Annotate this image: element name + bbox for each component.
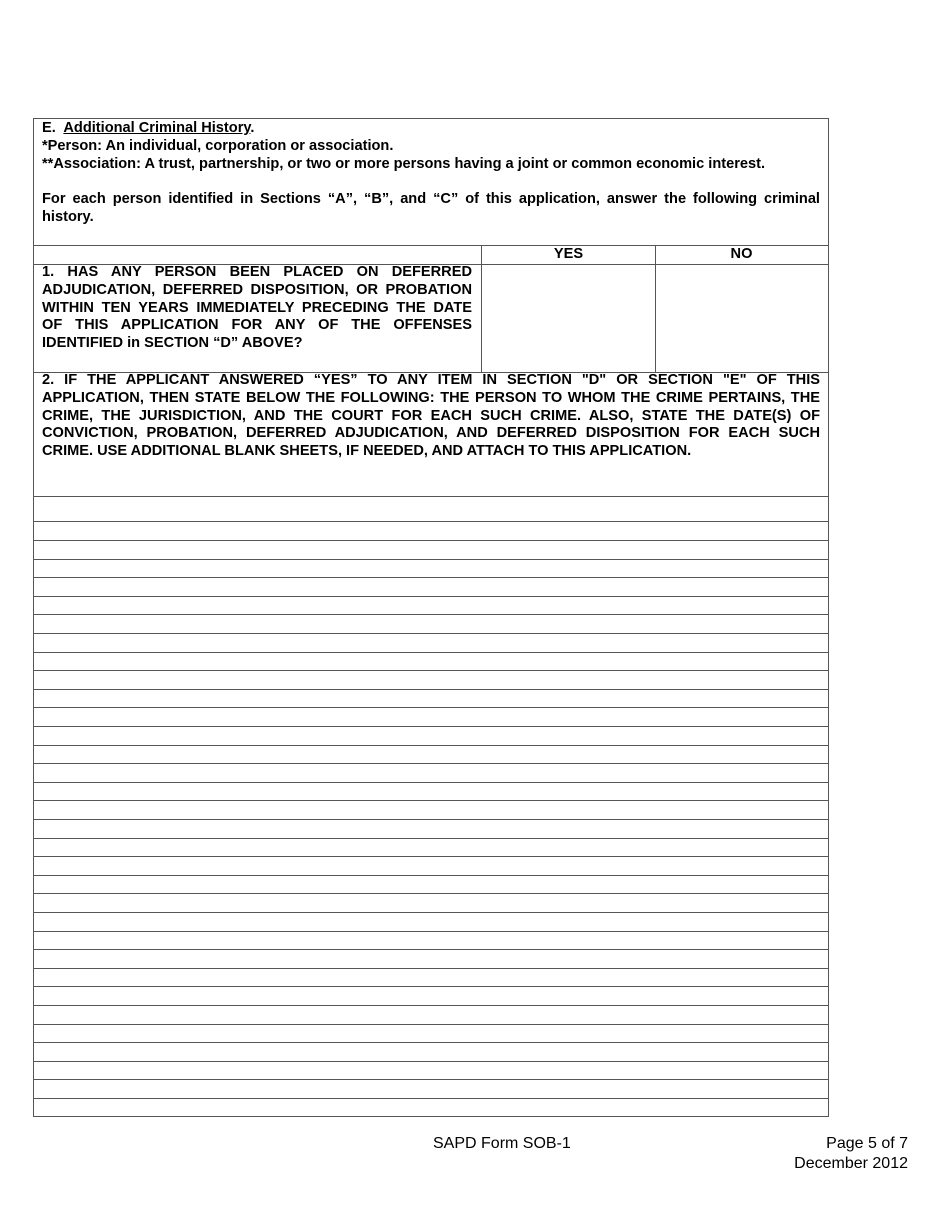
answer-line	[34, 652, 828, 653]
question-1-yes-answer[interactable]	[482, 264, 655, 372]
answer-line	[34, 614, 828, 615]
answer-line	[34, 745, 828, 746]
answer-line	[34, 1042, 828, 1043]
answer-line	[34, 1098, 828, 1099]
answer-line	[34, 838, 828, 839]
answer-line	[34, 1061, 828, 1062]
section-letter: E.	[42, 120, 56, 136]
answer-line	[34, 856, 828, 857]
answer-line	[34, 986, 828, 987]
section-intro	[34, 119, 828, 227]
answer-line	[34, 633, 828, 634]
answer-line	[34, 707, 828, 708]
section-title: Additional Criminal History	[63, 120, 251, 136]
answer-line	[34, 670, 828, 671]
answer-line	[34, 1024, 828, 1025]
answer-line	[34, 689, 828, 690]
answer-line	[34, 521, 828, 522]
answer-line	[34, 931, 828, 932]
question-2-bottom-border	[34, 496, 828, 497]
answer-line	[34, 949, 828, 950]
answer-line	[34, 912, 828, 913]
answer-line	[34, 763, 828, 764]
footer-date: December 2012	[794, 1155, 908, 1172]
answer-line	[34, 819, 828, 820]
question-2: 2. IF THE APPLICANT ANSWERED “YES” TO ANY ITEM IN SECTION "D" OR SECTION "E" OF THIS APPLICATION, THEN STATE BELOW THE FOLLOWING: THE PERSON TO WHOM THE CRIME PERTAINS, THE CRIME, THE JURISDICTION, AND THE COURT FOR EACH SUCH CRIME. ALSO, STATE THE DATE(S) OF CONVICTION, PROBATION, DEFERRED ADJUDICATION, AND DEFERRED DISPOSITION FOR EACH SUCH CRIME. USE ADDITIONAL BLANK SHEETS, IF NEEDED, AND ATTACH TO THIS APPLICATION.	[42, 372, 820, 460]
criminal-history-form	[33, 118, 829, 1117]
answer-line	[34, 800, 828, 801]
association-definition: **Association: A trust, partnership, or two or more persons having a joint or common economic interest.	[42, 155, 766, 172]
answer-line	[34, 1079, 828, 1080]
answer-line	[34, 1005, 828, 1006]
question-1: 1. HAS ANY PERSON BEEN PLACED ON DEFERRED ADJUDICATION, DEFERRED DISPOSITION, OR PROBATION WITHIN TEN YEARS IMMEDIATELY PRECEDING THE DATE OF THIS APPLICATION FOR ANY OF THE OFFENSES IDENTIFIED in SECTION “D” ABOVE?	[42, 264, 472, 352]
answer-line	[34, 577, 828, 578]
section-heading	[42, 120, 820, 138]
answer-line	[34, 540, 828, 541]
no-header: NO	[730, 246, 753, 262]
footer-form-name: SAPD Form SOB-1	[433, 1135, 571, 1152]
question-1-no-answer[interactable]	[656, 264, 828, 372]
section-title-suffix: .	[250, 120, 255, 136]
person-definition: *Person: An individual, corporation or association.	[42, 137, 394, 154]
instructions: For each person identified in Sections “A”, “B”, and “C” of this application, answer the following criminal history.	[42, 191, 820, 225]
yes-header: YES	[553, 246, 584, 262]
footer-page-info	[794, 1134, 908, 1174]
answer-line	[34, 875, 828, 876]
answer-line	[34, 726, 828, 727]
footer-page-number: Page 5 of 7	[826, 1135, 908, 1152]
answer-line	[34, 782, 828, 783]
answer-line	[34, 596, 828, 597]
answer-line	[34, 893, 828, 894]
answer-line	[34, 968, 828, 969]
answer-line	[34, 559, 828, 560]
